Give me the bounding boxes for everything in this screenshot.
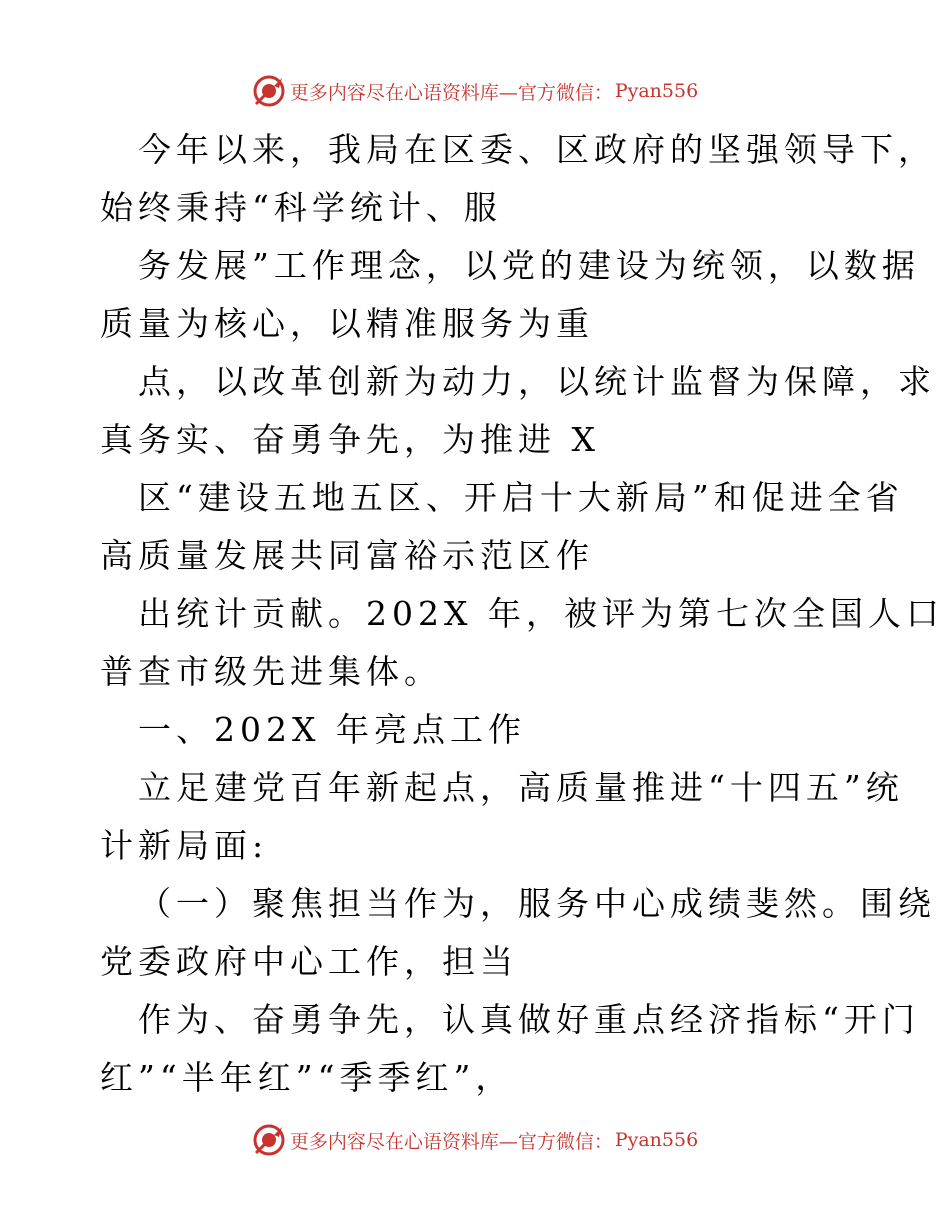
text-line: 始终秉持“科学统计、服: [100, 188, 502, 227]
paragraph: [100, 353, 936, 469]
watermark-text: 更多内容尽在心语资料库—官方微信：: [289, 81, 613, 104]
paragraph: [100, 585, 944, 701]
text-line: 普查市级先进集体。: [100, 652, 442, 691]
paragraph: [100, 121, 936, 237]
text-line: 计新局面:: [100, 826, 269, 865]
section-heading-text: 一、202X 年亮点工作: [138, 710, 526, 749]
paragraph: [100, 469, 904, 585]
header-watermark: [0, 71, 950, 111]
text-line: 立足建党百年新起点，高质量推进“十四五”统: [138, 768, 904, 807]
paragraph: [100, 237, 920, 353]
text-line: 党委政府中心工作，担当: [100, 942, 518, 981]
document-body: [100, 121, 944, 1107]
text-line: 真务实、奋勇争先，为推进 X: [100, 420, 600, 459]
text-line: 作为、奋勇争先，认真做好重点经济指标“开门: [138, 1000, 920, 1039]
section-heading: [100, 701, 860, 759]
text-line: 质量为核心，以精准服务为重: [100, 304, 594, 343]
text-line: （一）聚焦担当作为，服务中心成绩斐然。围绕: [138, 884, 936, 923]
text-line: 高质量发展共同富裕示范区作: [100, 536, 594, 575]
paragraph: [100, 991, 920, 1107]
watermark-account: Pyan556: [614, 1129, 699, 1151]
paragraph: [100, 759, 904, 875]
text-line: 区“建设五地五区、开启十大新局”和促进全省: [138, 478, 904, 517]
watermark-account: Pyan556: [614, 80, 699, 102]
text-line: 出统计贡献。202X 年，被评为第七次全国人口: [138, 594, 944, 633]
footer-watermark: [0, 1120, 950, 1160]
paragraph: [100, 875, 936, 991]
text-line: 红”“半年红”“季季红”，: [100, 1058, 514, 1097]
pen-logo-icon: [252, 1123, 286, 1157]
text-line: 今年以来，我局在区委、区政府的坚强领导下，: [138, 130, 936, 169]
text-line: 点，以改革创新为动力，以统计监督为保障，求: [138, 362, 936, 401]
text-line: 务发展”工作理念，以党的建设为统领，以数据: [138, 246, 920, 285]
watermark-text: 更多内容尽在心语资料库—官方微信：: [289, 1130, 613, 1153]
pen-logo-icon: [252, 74, 286, 108]
